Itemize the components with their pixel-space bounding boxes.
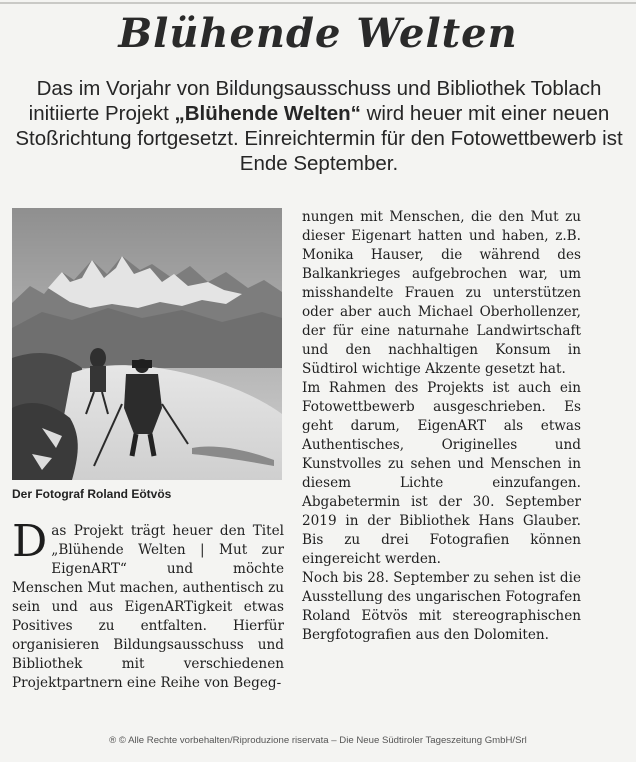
article-paragraph: Noch bis 28. September zu sehen ist die Ausstellung des ungarischen Fotografen Roland Eötvös mit stereographischen Bergfotografien aus den Dolomiten.	[302, 570, 581, 643]
lead-text-start: Das im Vorjahr von Bildungsausschuss und Bibliothek Toblach initiierte Projekt	[28, 77, 602, 125]
drop-cap: D	[12, 516, 48, 567]
lead-project-name: „Blühende Welten“	[174, 102, 361, 125]
article-paragraph	[12, 516, 284, 693]
page-top-edge	[0, 2, 636, 4]
article-lead	[14, 76, 624, 176]
lead-text-end: wird heuer mit einer neuen Stoßrichtung fortgesetzt. Einreichtermin für den Fotowettbewerb ist Ende September.	[15, 102, 623, 175]
article-column-right	[302, 208, 581, 645]
photo-caption: Der Fotograf Roland Eötvös	[12, 487, 172, 501]
article-paragraph: Im Rahmen des Projekts ist auch ein Fotowettbewerb ausgeschrieben. Es geht darum, EigenART als etwas Authentisches, Originelles und Kunstvolles zu sehen und Menschen in diesem Lichte einzufangen. Abgabetermin ist der 30. September 2019 in der Bibliothek Hans Glauber. Bis zu drei Fotografien können eingereicht werden.	[302, 380, 581, 567]
article-paragraph: nungen mit Menschen, die den Mut zu dieser Eigenart hatten und haben, z.B. Monika Hauser, die während des Balkankrieges aufgebrochen war, um misshandelte Frauen zu unterstützen oder aber auch Michael Oberhollenzer, der für eine naturnahe Landwirtschaft und den nachhaltigen Konsum in Südtirol wichtige Akzente gesetzt hat.	[302, 209, 581, 377]
article-title: Blühende Welten	[118, 10, 518, 57]
copyright-notice: ® © Alle Rechte vorbehalten/Riproduzione riservata – Die Neue Südtiroler Tageszeitung GmbH/Srl	[109, 735, 527, 746]
photographer-photo	[12, 208, 282, 480]
article-column-left	[12, 516, 284, 693]
paragraph-text: as Projekt trägt heuer den Titel „Blühende Welten | Mut zur EigenART“ und möchte Menschen Mut machen, authentisch zu sein und aus EigenARTigkeit etwas Positives zu entfalten. Hierfür organisieren Bildungsausschuss und Bibliothek mit verschiedenen Projektpartnern eine Reihe von Begeg-	[12, 523, 284, 691]
